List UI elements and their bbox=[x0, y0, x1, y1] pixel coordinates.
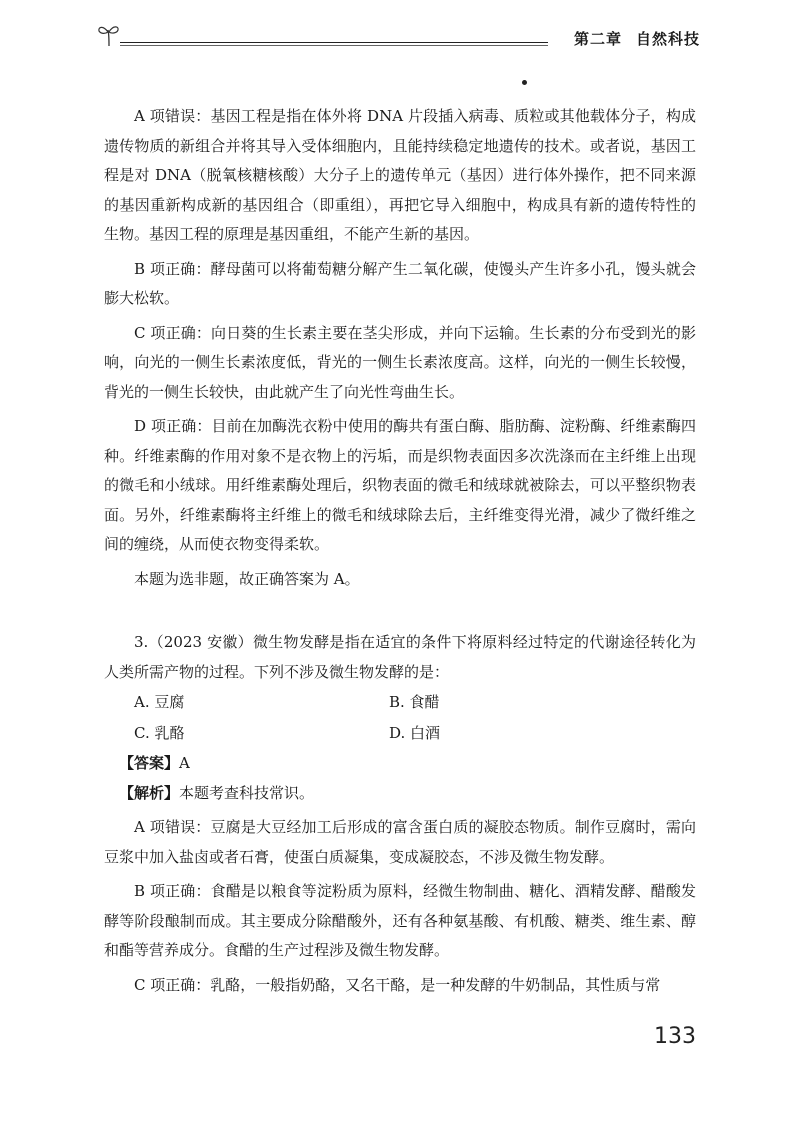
running-header bbox=[92, 22, 712, 52]
page-number: 133 bbox=[654, 1024, 696, 1049]
answer-value: A bbox=[179, 754, 190, 772]
ink-dot bbox=[522, 80, 527, 85]
analysis-c: C 项正确：乳酪，一般指奶酪，又名干酪，是一种发酵的牛奶制品，其性质与常 bbox=[134, 975, 661, 994]
answer-line bbox=[104, 749, 696, 779]
explanation-d: D 项正确：目前在加酶洗衣粉中使用的酶共有蛋白酶、脂肪酶、淀粉酶、纤维素酶四种。纤维素酶的作用对象不是衣物上的污垢，而是织物表面因多次洗涤而在主纤维上出现的微毛和小绒球。用纤维素酶处理后，织物表面的微毛和绒球就被除去，可以平整织物表面。另外，纤维素酶将主纤维上的微毛和绒球除去后，主纤维变得光滑，减少了微纤维之间的缠绕，从而使衣物变得柔软。 bbox=[104, 417, 696, 553]
page-body bbox=[104, 102, 696, 1000]
answer-label: 【答案】 bbox=[119, 754, 180, 772]
chapter-section: 自然科技 bbox=[635, 30, 700, 48]
conclusion: 本题为选非题，故正确答案为 A。 bbox=[134, 569, 360, 588]
analysis-text: 本题考查科技常识。 bbox=[179, 783, 315, 802]
explanation-c: C 项正确：向日葵的生长素主要在茎尖形成，并向下运输。生长素的分布受到光的影响，向光的一侧生长素浓度低，背光的一侧生长素浓度高。这样，向光的一侧生长较慢，背光的一侧生长较快，由此就产生了向光性弯曲生长。 bbox=[104, 323, 696, 401]
leaf-sprout-icon bbox=[96, 22, 122, 48]
analysis-a: A 项错误：豆腐是大豆经加工后形成的富含蛋白质的凝胶态物质。制作豆腐时，需向豆浆中加入盐卤或者石膏，使蛋白质凝集，变成凝胶态，不涉及微生物发酵。 bbox=[104, 818, 696, 866]
explanation-b: B 项正确：酵母菌可以将葡萄糖分解产生二氧化碳，使馒头产生许多小孔，馒头就会膨大松软。 bbox=[104, 259, 696, 307]
option-b: B. 食醋 bbox=[389, 693, 440, 711]
answer-options bbox=[104, 687, 696, 749]
question-stem: 3.（2023 安徽）微生物发酵是指在适宜的条件下将原料经过特定的代谢途径转化为人类所需产物的过程。下列不涉及微生物发酵的是： bbox=[104, 633, 696, 681]
analysis-line bbox=[104, 779, 696, 809]
analysis-b: B 项正确：食醋是以粮食等淀粉质为原料，经微生物制曲、糖化、酒精发酵、醋酸发酵等阶段酿制而成。其主要成分除醋酸外，还有各种氨基酸、有机酸、糖类、维生素、醇和酯等营养成分。食醋的生产过程涉及微生物发酵。 bbox=[104, 882, 696, 959]
explanation-a: A 项错误：基因工程是指在体外将 DNA 片段插入病毒、质粒或其他载体分子，构成遗传物质的新组合并将其导入受体细胞内，且能持续稳定地遗传的技术。或者说，基因工程是对 DNA（脱氧核糖核酸）大分子上的遗传单元（基因）进行体外操作，把不同来源的基因重新构成新的基因组合（即重组），再把它导入细胞中，构成具有新的遗传特性的生物。基因工程的原理是基因重组，不能产生新的基因。 bbox=[104, 107, 696, 243]
header-rule-thin bbox=[120, 45, 548, 46]
header-rule bbox=[120, 42, 548, 43]
option-c: C. 乳酪 bbox=[134, 724, 185, 742]
analysis-label: 【解析】 bbox=[119, 783, 180, 802]
chapter-title bbox=[574, 28, 700, 49]
chapter-number: 第二章 bbox=[573, 30, 622, 48]
option-d: D. 白酒 bbox=[389, 724, 441, 742]
option-a: A. 豆腐 bbox=[134, 693, 185, 711]
